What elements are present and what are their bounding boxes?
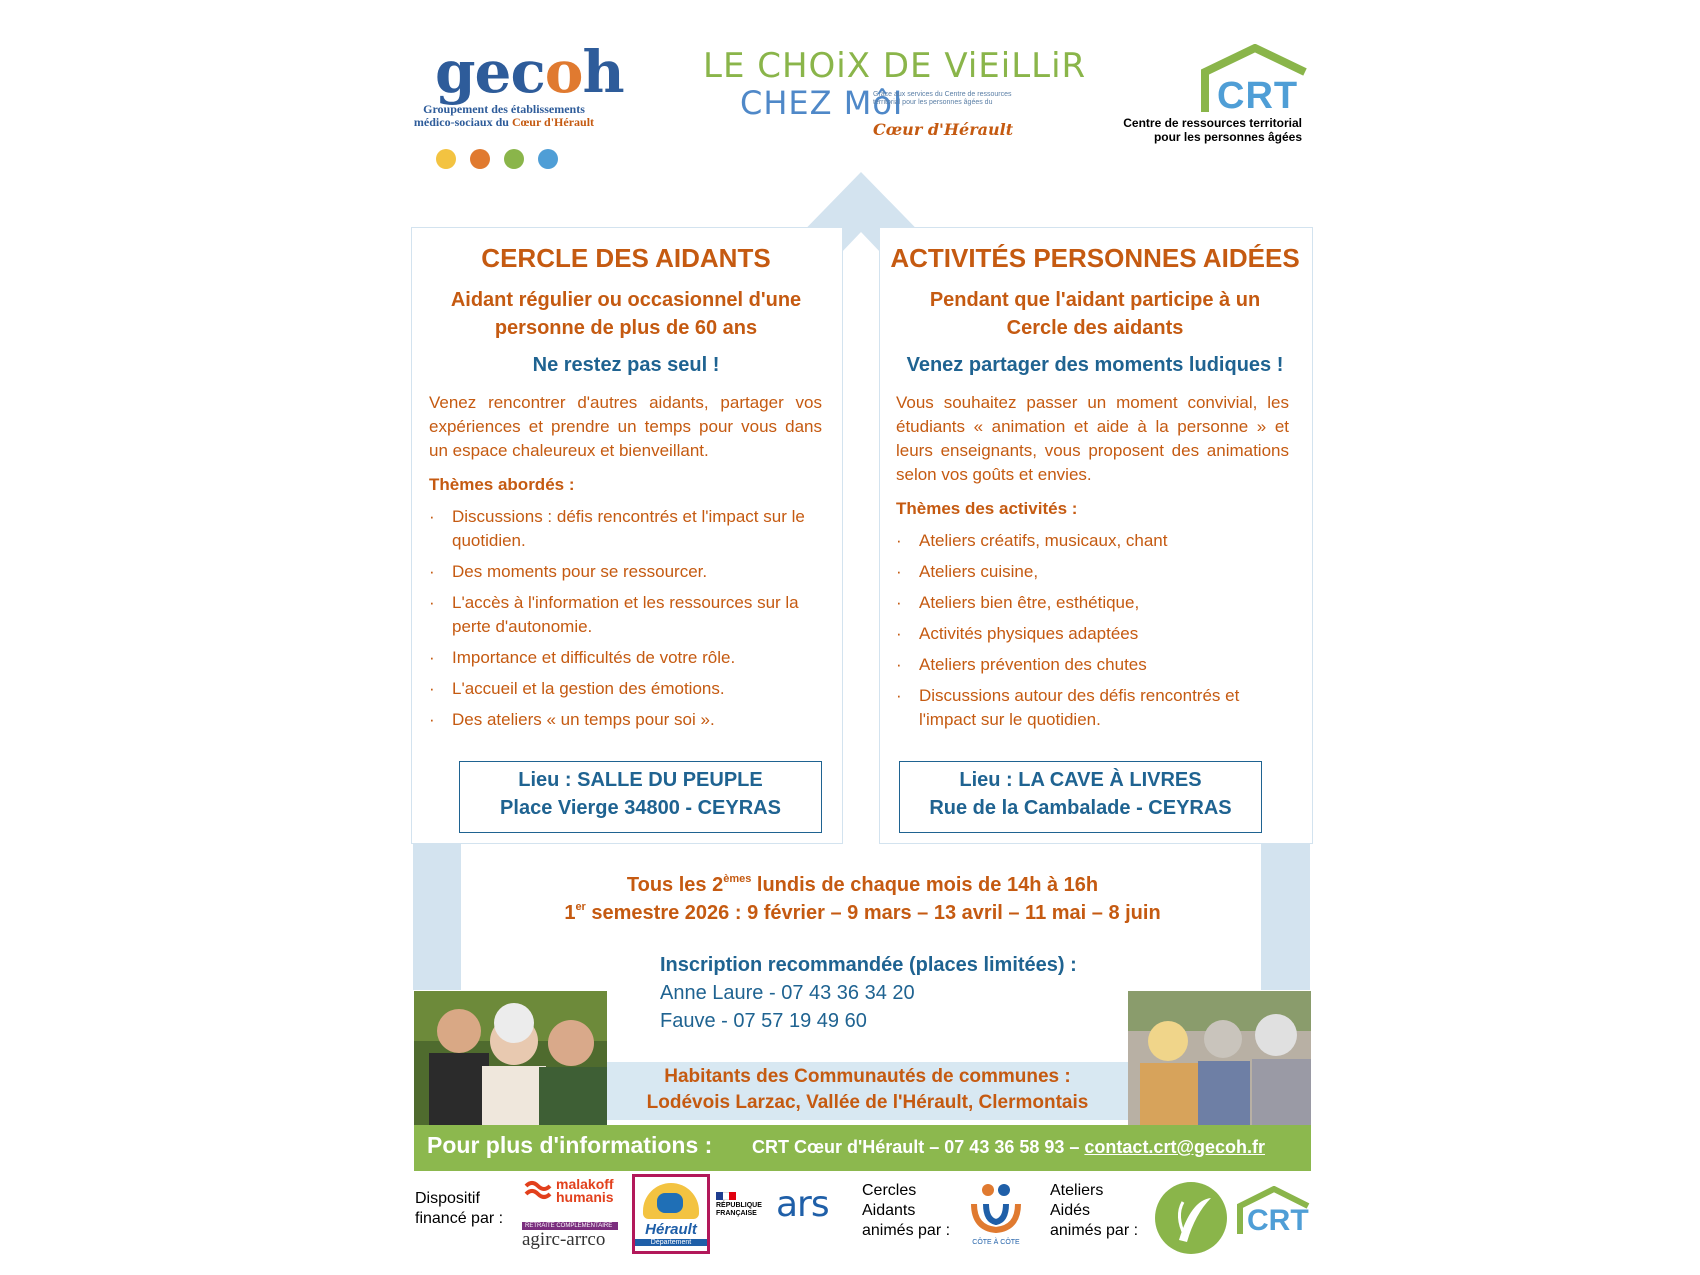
email-link[interactable]: contact.crt@gecoh.fr: [1084, 1137, 1266, 1157]
herault-logo: Hérault Département: [632, 1174, 710, 1254]
photo-family: [414, 991, 607, 1125]
left-themes-label: Thèmes abordés :: [429, 475, 575, 494]
agirc-arrco-logo: RETRAITE COMPLÉMENTAIRE agirc-arrco: [522, 1222, 618, 1250]
cercles-label: Cercles Aidants animés par :: [862, 1182, 951, 1239]
list-item: · Importance et difficultés de votre rôle.: [429, 646, 822, 670]
gecoh-dot-yellow: [436, 149, 456, 169]
list-item: · Discussions autour des défis rencontrés et l'impact sur le quotidien.: [896, 684, 1289, 732]
inscription: Inscription recommandée (places limitées) : Anne Laure - 07 43 36 34 20 Fauve - 07 57 19 49 60: [660, 951, 1077, 1035]
funding-label: Dispositif financé par :: [415, 1190, 504, 1227]
right-location-box: Lieu : LA CAVE À LIVRES Rue de la Cambalade - CEYRAS: [899, 761, 1262, 833]
right-title: ACTIVITÉS PERSONNES AIDÉES: [890, 243, 1300, 273]
list-item: · Discussions : défis rencontrés et l'impact sur le quotidien.: [429, 505, 822, 553]
gecoh-dot-blue: [538, 149, 558, 169]
list-item: · L'accueil et la gestion des émotions.: [429, 677, 822, 701]
right-subtitle: Pendant que l'aidant participe à un Cercle des aidants: [929, 289, 1261, 339]
list-item: · Ateliers bien être, esthétique,: [896, 591, 1289, 615]
choix-logo-line1: LE CHOiX DE ViEiLLiR: [703, 46, 1087, 86]
crt-footer-logo: CRT: [1247, 1204, 1309, 1237]
cote-a-cote-logo: CÔTE À CÔTE: [966, 1182, 1026, 1246]
info-bar: [414, 1125, 1311, 1171]
right-body: Vous souhaitez passer un moment convivial, les étudiants « animation et aide à la personne » et leurs enseignants, vous proposent des animations selon vos goûts et envies.: [896, 393, 1289, 484]
cote-a-cote-icon: [966, 1182, 1026, 1234]
gecoh-subtitle: Groupement des établissements médico-sociaux du Cœur d'Hérault: [413, 102, 595, 129]
gecoh-logo: gecoh: [435, 38, 624, 106]
schedule: Tous les 2èmes lundis de chaque mois de 14h à 16h 1er semestre 2026 : 9 février – 9 mars – 13 avril – 11 mai – 8 juin: [564, 873, 1161, 924]
republique-francaise-logo: RÉPUBLIQUE FRANÇAISE: [716, 1192, 770, 1218]
ateliers-label: Ateliers Aidés animés par :: [1050, 1182, 1139, 1239]
choix-logo-coeur: Cœur d'Hérault: [873, 120, 1014, 139]
info-contact: CRT Cœur d'Hérault – 07 43 36 58 93 – contact.crt@gecoh.fr: [752, 1137, 1266, 1157]
lycee-logo: [1151, 1180, 1231, 1260]
list-item: · Des moments pour se ressourcer.: [429, 560, 822, 584]
left-title: CERCLE DES AIDANTS: [481, 243, 771, 273]
crt-subtitle: Centre de ressources territorial pour les personnes âgées: [1123, 116, 1302, 144]
list-item: · Ateliers cuisine,: [896, 560, 1289, 584]
contact-fauve: Fauve - 07 57 19 49 60: [660, 1010, 867, 1032]
list-item: · L'accès à l'information et les ressources sur la perte d'autonomie.: [429, 591, 822, 639]
left-subtitle: Aidant régulier ou occasionnel d'une personne de plus de 60 ans: [450, 289, 802, 339]
list-item: · Ateliers prévention des chutes: [896, 653, 1289, 677]
photo-seniors: [1128, 991, 1311, 1125]
right-themes-label: Thèmes des activités :: [896, 499, 1078, 518]
left-tagline: Ne restez pas seul !: [532, 354, 720, 376]
left-themes-list: [429, 505, 822, 739]
choix-logo-small: Grâce aux services du Centre de ressources territorial pour les personnes âgées du: [873, 91, 1012, 106]
gecoh-dot-green: [504, 149, 524, 169]
right-themes-list: [896, 529, 1289, 739]
malakoff-icon: [524, 1180, 552, 1200]
ars-logo: ars: [776, 1184, 829, 1225]
list-item: · Activités physiques adaptées: [896, 622, 1289, 646]
crt-logo-text: CRT: [1217, 75, 1299, 117]
left-body: Venez rencontrer d'autres aidants, partager vos expériences et prendre un temps pour vous dans un espace chaleureux et bienveillant.: [429, 393, 822, 460]
gecoh-dot-orange: [470, 149, 490, 169]
list-item: · Ateliers créatifs, musicaux, chant: [896, 529, 1289, 553]
list-item: · Des ateliers « un temps pour soi ».: [429, 708, 822, 732]
contact-anne-laure: Anne Laure - 07 43 36 34 20: [660, 982, 915, 1004]
right-tagline: Venez partager des moments ludiques !: [906, 354, 1284, 376]
info-title: Pour plus d'informations :: [427, 1132, 713, 1158]
left-location-box: Lieu : SALLE DU PEUPLE Place Vierge 34800 - CEYRAS: [459, 761, 822, 833]
choix-logo-line2: CHEZ MôI: [740, 84, 904, 122]
habitants-banner: Habitants des Communautés de communes : Lodévois Larzac, Vallée de l'Hérault, Clermontais: [607, 1062, 1128, 1120]
